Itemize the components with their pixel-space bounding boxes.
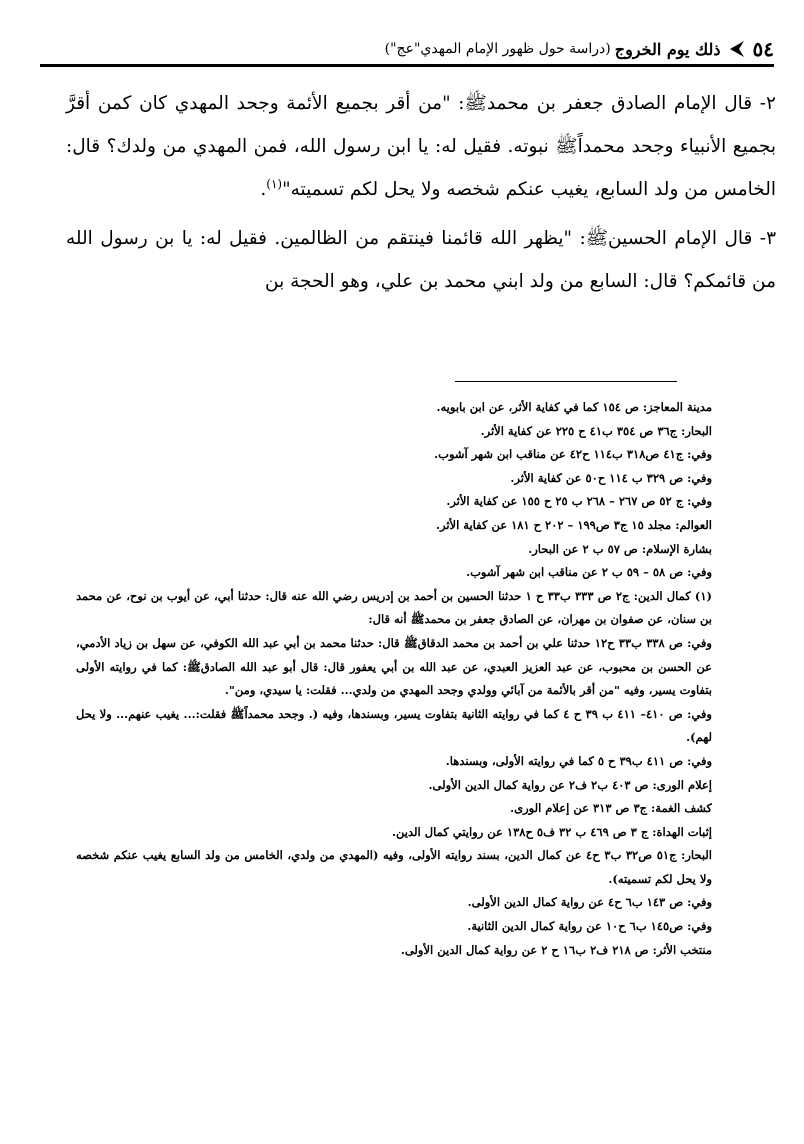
footnotes xyxy=(76,396,712,962)
paragraph-2: ٢- قال الإمام الصادق جعفر بن محمدﷺ: "من أقر بجميع الأئمة وجحد المهدي كان كمن أقرَّ بجميع الأنبياء وجحد محمداًﷺ نبوته. فقيل له: يا ابن رسول الله، فمن المهدي من ولدك؟ قال: الخامس من ولد السابع، يغيب عنكم شخصه ولا يحل لكم تسميته"$^{(١)}$. xyxy=(66,93,776,200)
footnote-line: كشف الغمة: ج٣ ص ٣١٣ عن إعلام الورى. xyxy=(510,801,712,816)
running-subtitle: (دراسة حول ظهور الإمام المهدي"عج") xyxy=(384,41,611,57)
footnote-ref[interactable]: (١) xyxy=(266,176,283,191)
footnote-line: وفي: ص ٥٨ – ٥٩ ب ٢ عن مناقب ابن شهر آشوب. xyxy=(466,565,712,580)
footnote-line: منتخب الأثر: ص ٢١٨ ف٢ ب١٦ ح ٢ عن رواية كمال الدين الأولى. xyxy=(400,942,712,957)
paragraph-3 xyxy=(66,217,776,303)
text-line: كان كمن أقرَّ بجميع الأنبياء وجحد محمداًﷺ نبوته. فقيل له: يا ابن رسول الله، xyxy=(66,93,776,157)
footnote-line: مدينة المعاجز: ص ١٥٤ كما في كفاية الأثر، عن ابن بابويه. xyxy=(436,400,712,414)
footnote-line: وفي: ص١٤٥ ب٦ ح١٠ عن رواية كمال الدين الثانية. xyxy=(467,919,712,934)
main-text xyxy=(66,82,776,309)
footnote-line: وفي: ج٤١ ص٣١٨ ب١١٤ ح٤٢ عن مناقب ابن شهر آشوب. xyxy=(434,447,712,462)
running-title: ذلك يوم الخروج xyxy=(614,39,721,59)
footnote-line: وفي: ص ٤١١ ب٣٩ ح ٥ كما في روايته الأولى، وبسندها. xyxy=(445,753,712,768)
footnote-line: البحار: ج٣٦ ص ٣٥٤ ب٤١ ح ٢٢٥ عن كفاية الأثر. xyxy=(480,423,712,438)
text-line: رسول الله من قائمكم؟ قال: السابع من ولد ابني محمد بن علي، وهو الحجة بن xyxy=(66,228,776,292)
footnote-line: وفي: ص ١٤٣ ب٦ ح٤ عن رواية كمال الدين الأولى. xyxy=(467,895,712,910)
footnote-line: بشارة الإسلام: ص ٥٧ ب ٢ عن البحار. xyxy=(528,541,712,556)
text-line: فمن المهدي من ولدك؟ قال: الخامس من ولد السابع، يغيب عنكم شخصه ولا xyxy=(66,136,776,200)
footnote-separator xyxy=(455,381,677,382)
header-rule xyxy=(40,64,774,67)
footnote-line: إعلام الورى: ص ٤٠٣ ب٢ ف٢ عن رواية كمال الدين الأولى. xyxy=(428,777,712,792)
page-number: ٥٤ xyxy=(752,37,774,61)
footnote-line: العوالم: مجلد ١٥ ج٣ ص١٩٩ – ٢٠٢ ح ١٨١ عن كفاية الأثر. xyxy=(435,517,712,532)
text-line: ٢- قال الإمام الصادق جعفر بن محمدﷺ: "من أقر بجميع الأئمة وجحد المهدي xyxy=(174,93,776,114)
footnote-line: وفي: ص ٣٢٩ ب ١١٤ ح٥٠ عن كفاية الأثر. xyxy=(510,470,712,485)
footnote-line: البحار: ج٥١ ص٣٢ ب٣ ح٤ عن كمال الدين، بسند روايته الأولى، وفيه (المهدي من ولدي، الخامس من ولد السابع يغيب عنكم شخصه ولا يحل لكم تسميته). xyxy=(76,848,712,886)
text-line: يحل لكم تسميته" xyxy=(282,179,416,200)
footnote-line: (١) كمال الدين: ج٢ ص ٣٣٣ ب٣٣ ح ١ حدثنا الحسين بن أحمد بن إدريس رضي الله عنه قال: حدثنا أبي، عن أيوب بن نوح، عن محمد بن سنان، عن صفوان بن مهران، عن الصادق جعفر بن محمدﷺ أنه قال: xyxy=(76,588,712,627)
footnote-line: وفي: ج ٥٢ ص ٢٦٧ – ٢٦٨ ب ٢٥ ح ١٥٥ عن كفاية الأثر. xyxy=(446,494,712,509)
arrow-left-icon xyxy=(729,40,745,58)
page-header xyxy=(40,34,774,64)
footnote-line: إثبات الهداة: ج ٣ ص ٤٦٩ ب ٣٢ ف٥ ح١٣٨ عن روايتي كمال الدين. xyxy=(392,824,712,839)
footnote-line: وفي: ص ٣٣٨ ب٣٣ ح١٢ حدثنا علي بن أحمد بن محمد الدقاقﷺ قال: حدثنا محمد بن أبي عبد الله الكوفي، عن سهل بن زياد الأدمي، عن الحسن بن محبوب، عن عبد العزيز العبدي، عن عبد الله بن أبي يعفور قال: قال أبو عبد الله الصادقﷺ: كما في روايته الأولى بتفاوت يسير، وفيه "من أقر بالأئمة من آبائي وولدي وجحد المهدي من ولدي... فقلت: يا سيدي، ومن". xyxy=(76,635,712,698)
footnote-line: وفي: ص ٤١٠– ٤١١ ب ٣٩ ح ٤ كما في روايته الثانية بتفاوت يسير، وبسندها، وفيه (. وجحد محمداًﷺ فقلت:... يغيب عنهم... ولا يحل لهم). xyxy=(76,706,712,745)
text-line: ٣- قال الإمام الحسينﷺ: "يظهر الله قائمنا فينتقم من الظالمين. فقيل له: يا بن xyxy=(155,228,776,249)
